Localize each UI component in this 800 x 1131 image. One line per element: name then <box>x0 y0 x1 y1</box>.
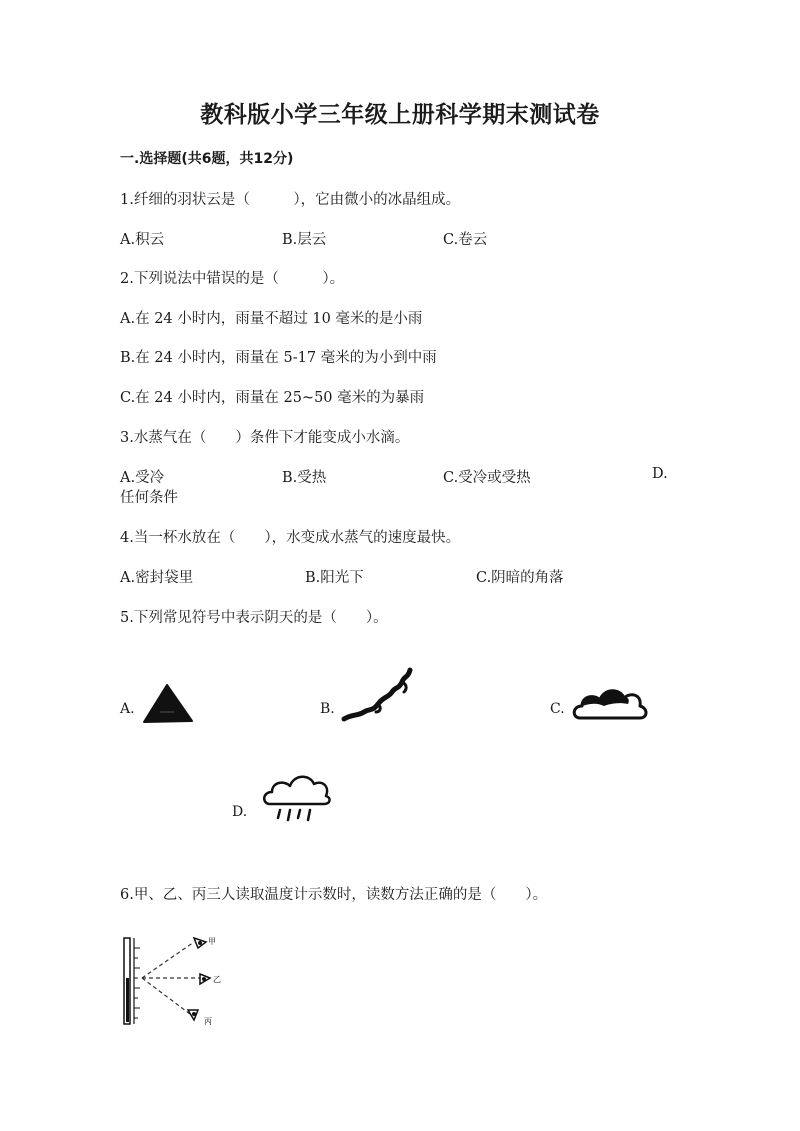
q2-stem: 2.下列说法中错误的是（ ）。 <box>120 271 345 287</box>
q4-stem: 4.当一杯水放在（ ），水变成水蒸气的速度最快。 <box>120 530 461 546</box>
q1-stem: 1.纤细的羽状云是（ ），它由微小的冰晶组成。 <box>120 192 461 208</box>
page-title: 教科版小学三年级上册科学期末测试卷 <box>200 102 600 128</box>
thermometer-reading-diagram <box>118 934 228 1030</box>
q6-stem: 6.甲、乙、丙三人读取温度计示数时，读数方法正确的是（ ）。 <box>120 887 548 903</box>
q5-option-d-label: D. <box>232 804 248 820</box>
q2-option-a: A.在 24 小时内，雨量不超过 10 毫米的是小雨 <box>120 311 423 327</box>
eye-label-bing: 丙 <box>204 1017 212 1026</box>
q5-stem: 5.下列常见符号中表示阴天的是（ ）。 <box>120 610 388 626</box>
q3-option-c: C.受冷或受热 <box>443 470 531 486</box>
q3-option-b: B.受热 <box>282 470 327 486</box>
q3-option-d: D. <box>652 466 668 482</box>
q1-option-c: C.卷云 <box>443 232 488 248</box>
q2-option-b: B.在 24 小时内，雨量在 5-17 毫米的为小到中雨 <box>120 350 437 366</box>
q4-option-b: B.阳光下 <box>305 570 364 586</box>
q2-option-c: C.在 24 小时内，雨量在 25~50 毫米的为暴雨 <box>120 390 425 406</box>
q1-option-b: B.层云 <box>282 232 327 248</box>
eye-label-yi: 乙 <box>213 975 221 984</box>
q3-stem: 3.水蒸气在（ ）条件下才能变成小水滴。 <box>120 430 410 446</box>
q3-option-a: A.受冷 <box>120 470 165 486</box>
eye-label-jia: 甲 <box>208 937 216 946</box>
q1-option-a: A.积云 <box>120 232 165 248</box>
q5-option-c-label: C. <box>550 701 565 717</box>
q5-option-a-label: A. <box>120 701 135 717</box>
q3-option-d-text: 任何条件 <box>120 490 178 506</box>
q5-option-b-label: B. <box>320 701 335 717</box>
q4-option-c: C.阴暗的角落 <box>476 570 564 586</box>
section-heading: 一.选择题(共6题，共12分) <box>120 151 294 167</box>
rain-cloud-symbol-icon <box>260 770 332 828</box>
overcast-cloud-symbol-icon <box>570 680 650 724</box>
q4-option-a: A.密封袋里 <box>120 570 194 586</box>
triangle-symbol-icon <box>140 682 196 724</box>
hand-drawn-line-symbol-icon <box>338 666 418 726</box>
